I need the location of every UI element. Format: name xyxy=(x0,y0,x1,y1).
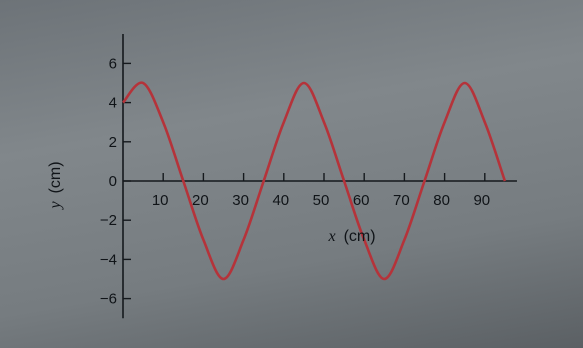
x-tick-label: 70 xyxy=(393,192,410,209)
x-tick-label: 30 xyxy=(232,192,249,209)
x-tick-label: 90 xyxy=(473,192,491,209)
x-tick-label: 50 xyxy=(312,192,330,209)
y-tick-label: −2 xyxy=(99,212,117,230)
y-tick-label: 4 xyxy=(108,94,117,112)
y-tick-label: 2 xyxy=(108,133,117,151)
x-axis-variable: x xyxy=(328,228,336,245)
x-axis-unit: (cm) xyxy=(343,228,376,245)
x-tick-label: 20 xyxy=(192,192,209,209)
x-tick-label: 40 xyxy=(272,192,290,209)
x-axis-label xyxy=(327,228,375,245)
y-tick-label: −6 xyxy=(99,290,117,308)
x-tick-label: 80 xyxy=(433,192,450,209)
x-tick-label: 60 xyxy=(352,192,370,209)
y-axis-unit: (cm) xyxy=(47,161,64,194)
y-axis-variable: y xyxy=(47,201,64,209)
x-tick-label: 10 xyxy=(151,192,169,209)
y-tick-label: 6 xyxy=(108,55,117,73)
y-tick-label: −4 xyxy=(99,251,117,269)
y-axis-label xyxy=(47,161,64,210)
y-tick-label: 0 xyxy=(108,173,117,190)
